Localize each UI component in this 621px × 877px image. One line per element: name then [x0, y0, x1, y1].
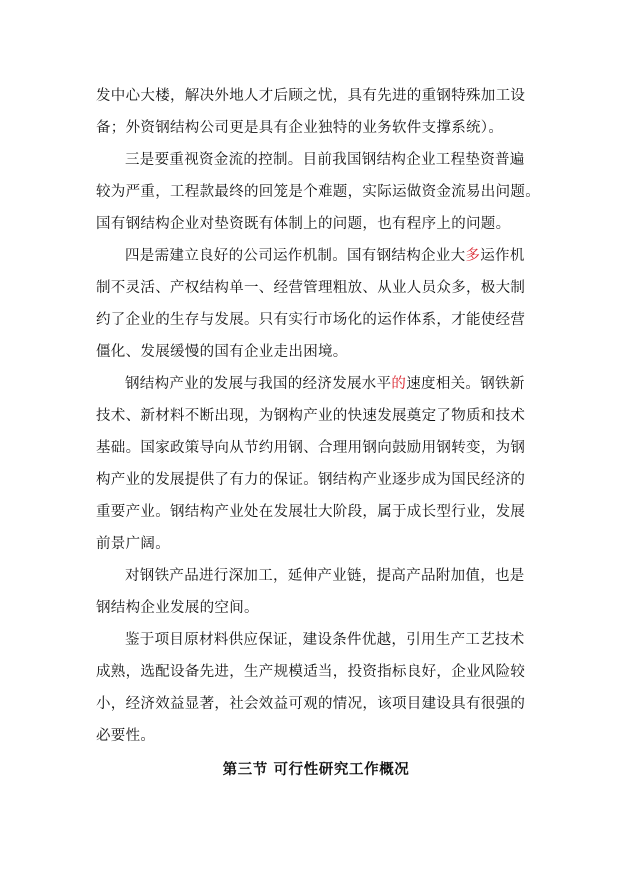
- text-line: 技术、新材料不断出现，为钢构产业的快速发展奠定了物质和技术: [96, 408, 526, 424]
- text-line: 前景广阔。: [96, 536, 170, 552]
- text-line: 国有钢结构企业对垫资既有体制上的问题，也有程序上的问题。: [96, 216, 511, 232]
- text-line: 构产业的发展提供了有力的保证。钢结构产业逐步成为国民经济的: [96, 472, 526, 488]
- document-body: [96, 80, 540, 786]
- text-line: 三是要重视资金流的控制。目前我国钢结构企业工程垫资普遍: [125, 152, 525, 168]
- text-line: 发中心大楼，解决外地人才后顾之忧，具有先进的重钢特殊加工设: [96, 88, 526, 104]
- paragraph-deep-processing: [96, 560, 536, 624]
- highlighted-char: 多: [465, 248, 481, 264]
- text-line: 基础。国家政策导向从节约用钢、合理用钢向鼓励用钢转变，为钢: [96, 440, 526, 456]
- text-line: 制不灵活、产权结构单一、经营管理粗放、从业人员众多，极大制: [96, 280, 526, 296]
- text-line: 对钢铁产品进行深加工，延伸产业链，提高产品附加值，也是: [125, 568, 525, 584]
- text-line: 约了企业的生存与发展。只有实行市场化的运作体系，才能使经营: [96, 312, 526, 328]
- paragraph-industry-development: [96, 368, 536, 560]
- paragraph-operation-mechanism: [96, 240, 536, 368]
- text-segment: 运作机: [480, 248, 525, 264]
- text-line: 备；外资钢结构公司更是具有企业独特的业务软件支撑系统）。: [96, 120, 504, 136]
- section-title: 第三节 可行性研究工作概况: [222, 761, 410, 778]
- text-segment: 四是需建立良好的公司运作机制。国有钢结构企业大: [125, 248, 466, 264]
- text-line: 鉴于项目原材料供应保证，建设条件优越，引用生产工艺技术: [125, 632, 525, 648]
- text-line: 钢结构企业发展的空间。: [96, 600, 259, 616]
- text-line: 成熟，选配设备先进，生产规模适当，投资指标良好，企业风险较: [96, 664, 526, 680]
- text-line: 僵化、发展缓慢的国有企业走出困境。: [96, 344, 348, 360]
- text-line: 重要产业。钢结构产业处在发展壮大阶段，属于成长型行业，发展: [96, 504, 526, 520]
- text-segment: 钢结构产业的发展与我国的经济发展水平: [125, 376, 392, 392]
- highlighted-char: 的: [391, 376, 407, 392]
- paragraph-conclusion: [96, 624, 536, 752]
- text-line: [96, 368, 536, 400]
- text-line: [96, 240, 536, 272]
- text-line: 较为严重，工程款最终的回笼是个难题，实际运做资金流易出问题。: [96, 184, 540, 200]
- text-line: 小，经济效益显著，社会效益可观的情况，该项目建设具有很强的: [96, 696, 526, 712]
- text-segment: 速度相关。钢铁新: [406, 376, 525, 392]
- paragraph-continuation: [96, 80, 536, 144]
- text-line: 必要性。: [96, 728, 156, 744]
- paragraph-fund-flow: [96, 144, 540, 240]
